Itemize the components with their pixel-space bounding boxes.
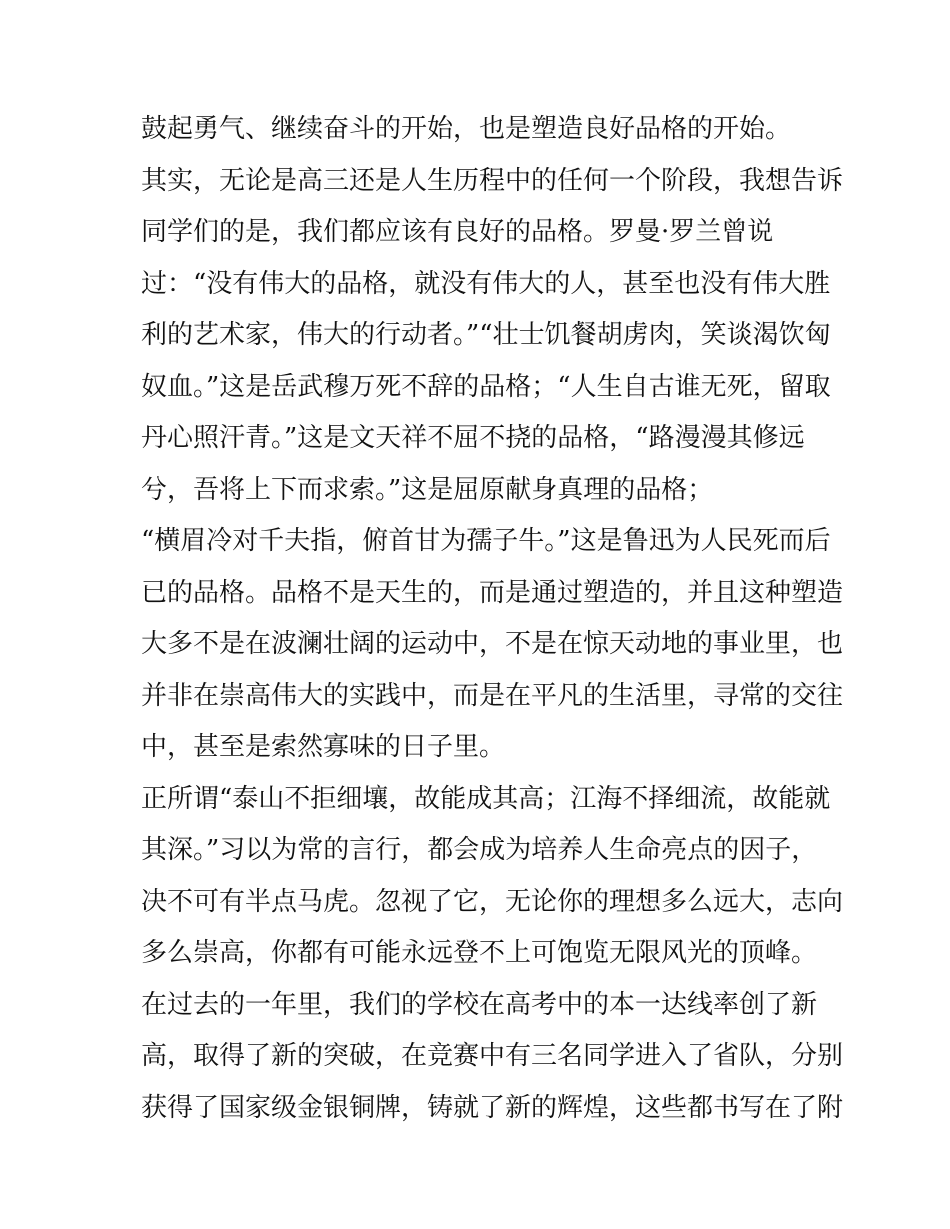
text-line: 其实，无论是高三还是人生历程中的任何一个阶段，我想告诉: [141, 165, 844, 196]
text-line: 奴血。”这是岳武穆万死不辞的品格；“人生自古谁无死，留取: [141, 371, 831, 402]
text-line: 高，取得了新的突破，在竞赛中有三名同学进入了省队，分别: [141, 1041, 844, 1071]
text-line: 丹心照汗青。”这是文天祥不屈不挠的品格，“路漫漫其修远: [141, 423, 805, 453]
text-line: 利的艺术家，伟大的行动者。”“壮士饥餐胡虏肉，笑谈渴饮匈: [141, 320, 831, 350]
text-line: 多么崇高，你都有可能永远登不上可饱览无限风光的顶峰。: [141, 938, 818, 968]
text-line: 过：“没有伟大的品格，就没有伟大的人，甚至也没有伟大胜: [141, 268, 831, 299]
text-line: 中，甚至是索然寡味的日子里。: [141, 732, 506, 762]
text-line: 在过去的一年里，我们的学校在高考中的本一达线率创了新: [141, 989, 818, 1020]
text-line: 兮，吾将上下而求索。”这是屈原献身真理的品格；: [141, 474, 714, 505]
text-line: 同学们的是，我们都应该有良好的品格。罗曼·罗兰曾说: [141, 217, 774, 247]
text-line: 其深。”习以为常的言行，都会成为培养人生命亮点的因子，: [141, 835, 818, 865]
text-line: 决不可有半点马虎。忽视了它，无论你的理想多么远大，志向: [141, 886, 844, 917]
text-line: 大多不是在波澜壮阔的运动中，不是在惊天动地的事业里，也: [141, 629, 844, 659]
text-line: 已的品格。品格不是天生的，而是通过塑造的，并且这种塑造: [141, 577, 844, 608]
text-line: 正所谓“泰山不拒细壤，故能成其高；江海不择细流，故能就: [141, 783, 831, 814]
text-line: 鼓起勇气、继续奋斗的开始，也是塑造良好品格的开始。: [141, 114, 792, 144]
text-line: 并非在崇高伟大的实践中，而是在平凡的生活里，寻常的交往: [141, 680, 844, 711]
text-line: 获得了国家级金银铜牌，铸就了新的辉煌，这些都书写在了附: [141, 1092, 844, 1123]
document-body: [141, 108, 844, 1138]
text-line: “横眉冷对千夫指，俯首甘为孺子牛。”这是鲁迅为人民死而后: [141, 526, 831, 556]
